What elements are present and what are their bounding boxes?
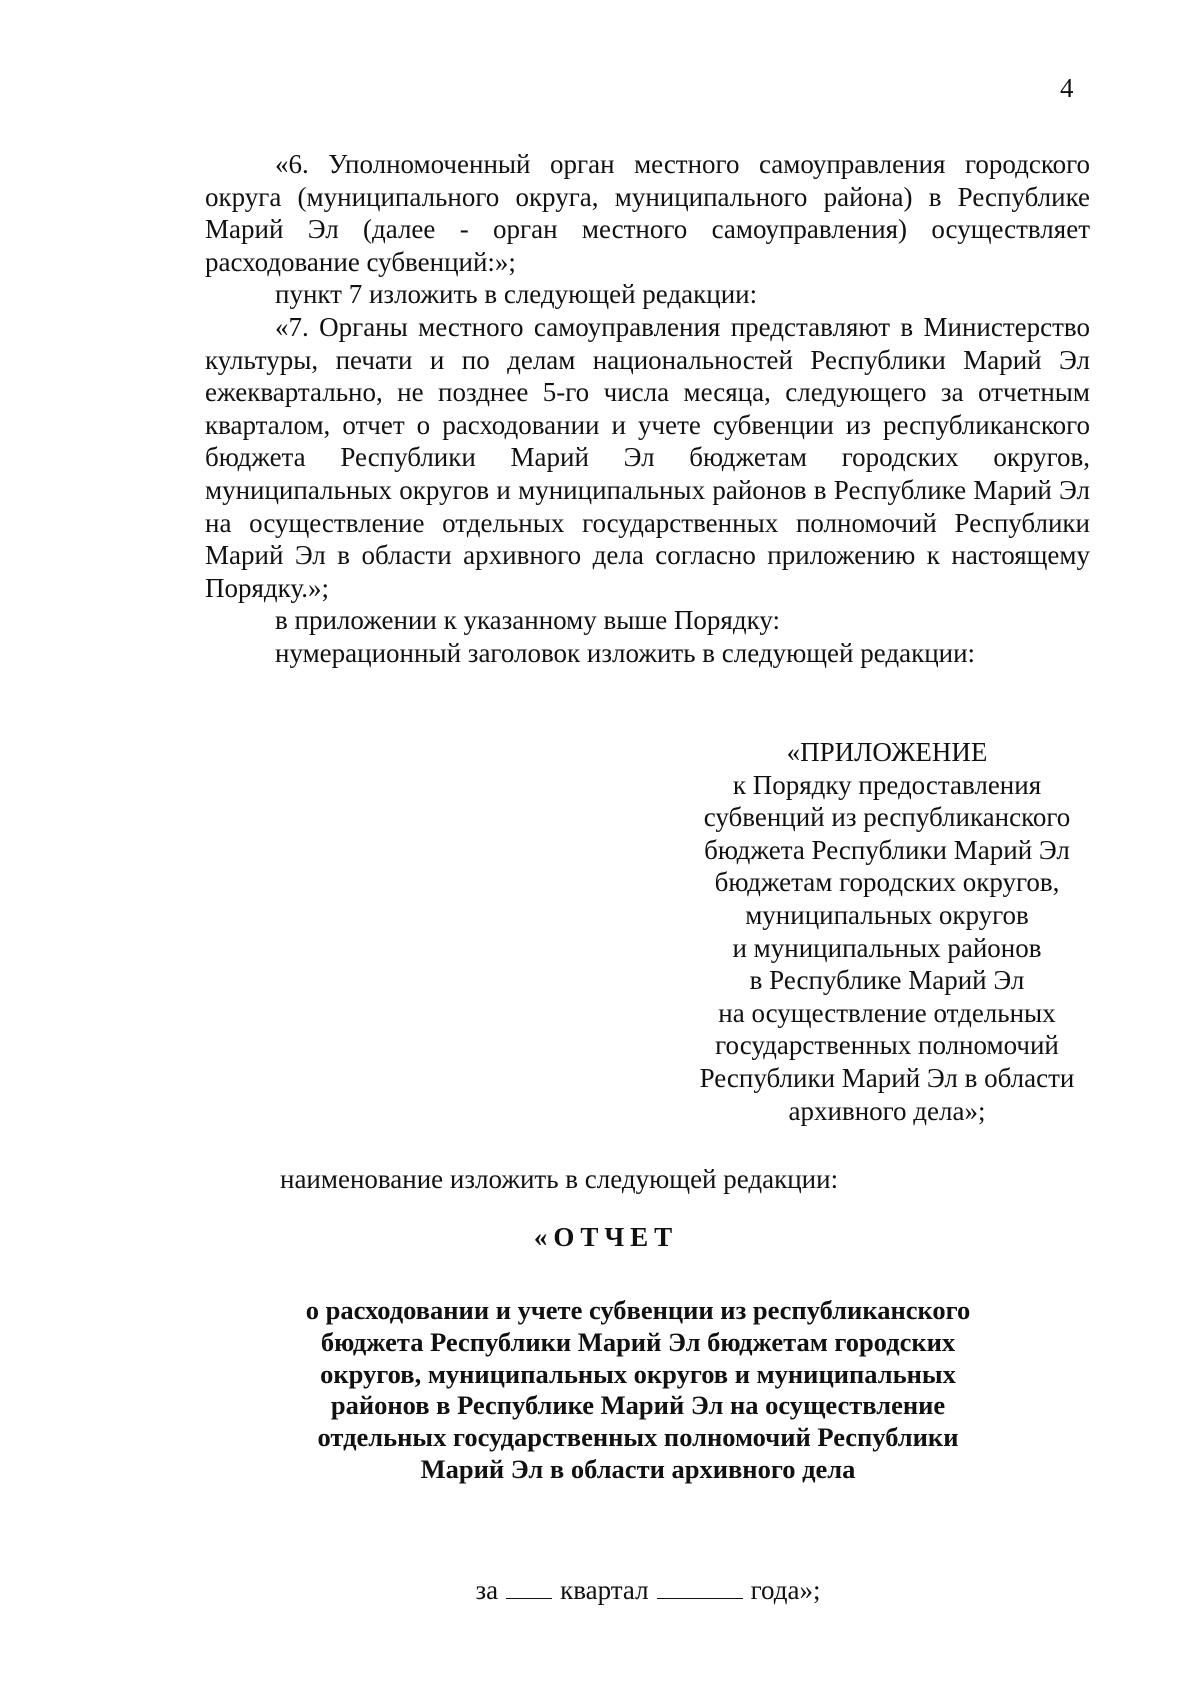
report-title: «ОТЧЕТ (533, 1222, 679, 1252)
appendix-line: «ПРИЛОЖЕНИЕ (786, 737, 988, 767)
report-subtitle-line: Марий Эл в области архивного дела (420, 1453, 856, 1484)
year-blank-field (657, 1574, 743, 1599)
appendix-line: государственных полномочий (715, 1030, 1059, 1061)
appendix-line: бюджетам городских округов, (714, 867, 1060, 898)
appendix-line: к Порядку предоставления (732, 769, 1042, 800)
paragraph-item-7: «7. Органы местного самоуправления представляют в Министерство культуры, печати и по делам национальностей Республики Марий Эл ежеквартально, не позднее 5-го числа месяца, следующего за отчетным кварталом, отчет о расходовании и учете субвенции из республиканского бюджета Республики Марий Эл бюджетам городских округов, муниципальных округов и муниципальных районов в Республике Марий Эл на осуществление отдельных государственных полномочий Республики Марий Эл в области архивного дела согласно приложению к настоящему Порядку.»; (205, 311, 1090, 603)
document-body (205, 148, 1090, 670)
appendix-line: на осуществление отдельных (718, 997, 1056, 1028)
period-suffix: года»; (750, 1575, 821, 1605)
report-subtitle-line: районов в Республике Марий Эл на осуществление (330, 1390, 946, 1421)
report-period-line (0, 1574, 1200, 1606)
report-subtitle-line: о расходовании и учете субвенции из республиканского (305, 1295, 971, 1325)
appendix-line: муниципальных округов (745, 899, 1029, 930)
paragraph-item-6: «6. Уполномоченный орган местного самоуправления городского округа (муниципального округа, муниципального района) в Республике Марий Эл (далее - орган местного самоуправления) осуществляет расходование субвенций:»; (205, 149, 1090, 277)
paragraph-item-7-intro: пункт 7 изложить в следующей редакции: (275, 279, 758, 310)
appendix-line: в Республике Марий Эл (749, 965, 1025, 996)
appendix-line: Республики Марий Эл в области (699, 1062, 1075, 1093)
paragraph-naming-intro: наименование изложить в следующей редакции: (280, 1164, 839, 1194)
page-number: 4 (1060, 73, 1074, 103)
period-prefix: за (475, 1575, 499, 1605)
appendix-heading-block (674, 736, 1100, 1127)
appendix-line: субвенций из республиканского (703, 802, 1071, 833)
report-subtitle-line: отдельных государственных полномочий Республики (317, 1422, 959, 1453)
paragraph-heading-intro: нумерационный заголовок изложить в следующей редакции: (275, 637, 976, 668)
appendix-line: бюджета Республики Марий Эл (704, 834, 1070, 865)
paragraph-appendix-intro: в приложении к указанному выше Порядку: (275, 605, 780, 636)
period-quarter-word: квартал (560, 1575, 649, 1605)
quarter-blank-field (506, 1574, 552, 1599)
report-subtitle-line: округов, муниципальных округов и муниципальных (320, 1358, 956, 1389)
report-subtitle-line: бюджета Республики Марий Эл бюджетам городских (320, 1326, 956, 1357)
report-subtitle (260, 1295, 1016, 1486)
appendix-line: архивного дела»; (788, 1095, 986, 1126)
appendix-line: и муниципальных районов (732, 932, 1042, 963)
